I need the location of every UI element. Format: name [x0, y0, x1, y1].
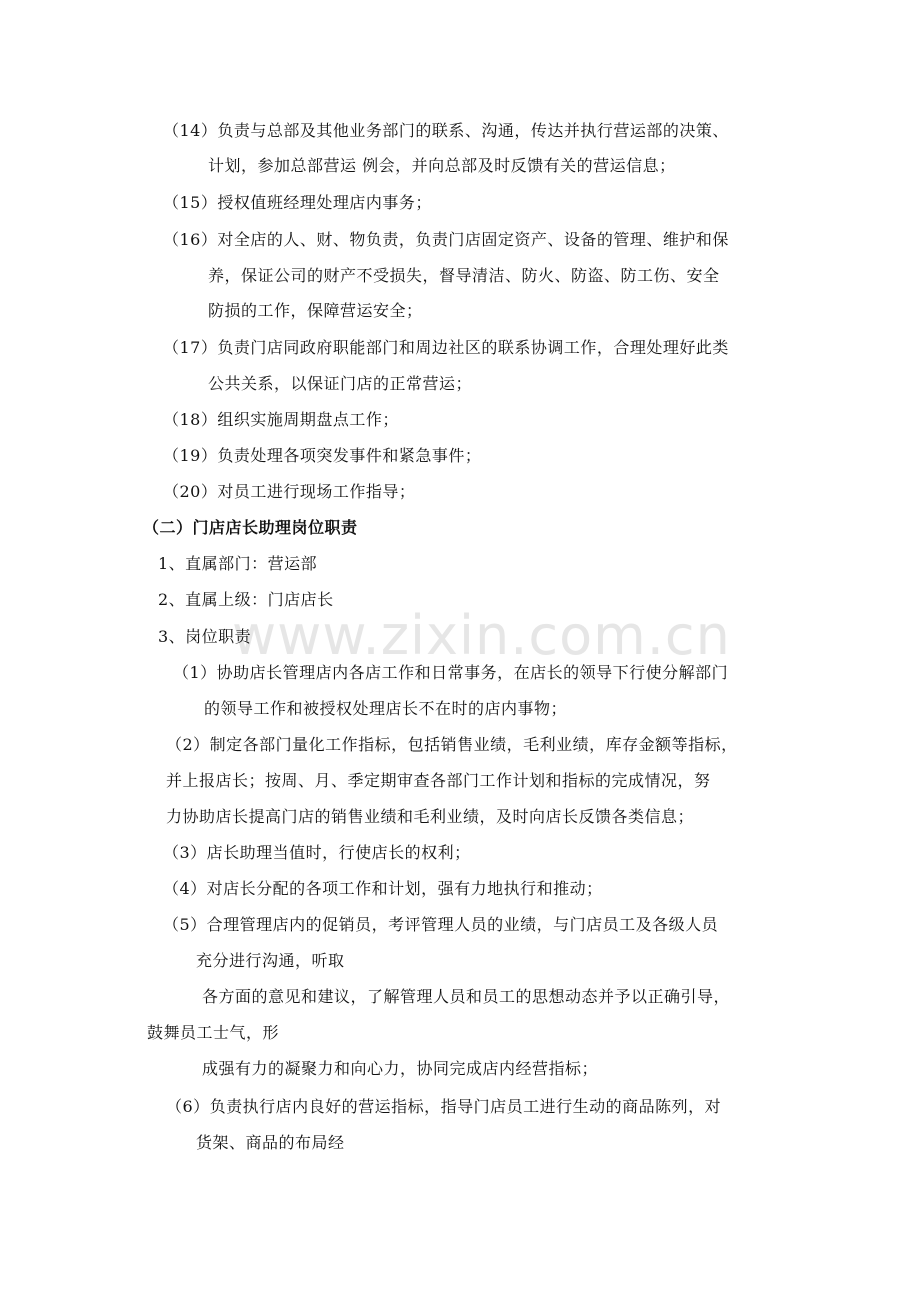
duty-2-line-1: （2）制定各部门量化工作指标，包括销售业绩，毛利业绩，库存金额等指标，	[166, 735, 738, 754]
duty-1-line-1: （1）协助店长管理店内各店工作和日常事务，在店长的领导下行使分解部门	[173, 663, 729, 682]
item-16-line-3: 防损的工作，保障营运安全；	[208, 301, 423, 320]
duty-6-line-1: （6）负责执行店内良好的营运指标，指导门店员工进行生动的商品陈列，对	[166, 1097, 722, 1116]
item-19: （19）负责处理各项突发事件和紧急事件；	[163, 446, 482, 465]
item-17-line-2: 公共关系，以保证门店的正常营运；	[208, 374, 473, 393]
duty-3: （3）店长助理当值时，行使店长的权利；	[163, 843, 471, 862]
item-16-line-1: （16）对全店的人、财、物负责，负责门店固定资产、设备的管理、维护和保	[163, 230, 729, 249]
sub-item-1: 1、直属部门：营运部	[158, 554, 318, 573]
duty-5-line-2: 充分进行沟通，听取	[196, 951, 345, 970]
duty-5-line-3: 各方面的意见和建议，了解管理人员和员工的思想动态并予以正确引导，	[202, 987, 731, 1006]
item-14-line-2: 计划，参加总部营运 例会，并向总部及时反馈有关的营运信息；	[208, 156, 676, 175]
item-18: （18）组织实施周期盘点工作；	[163, 410, 399, 429]
watermark: www.zixin.com.cn	[232, 604, 731, 667]
duty-5-line-1: （5）合理管理店内的促销员，考评管理人员的业绩，与门店员工及各级人员	[163, 915, 719, 934]
duty-6-line-2: 货架、商品的布局经	[196, 1133, 345, 1152]
sub-item-2: 2、直属上级：门店店长	[158, 590, 334, 609]
duty-2-line-2: 并上报店长；按周、月、季定期审查各部门工作计划和指标的完成情况，努	[166, 771, 711, 790]
item-14-line-1: （14）负责与总部及其他业务部门的联系、沟通，传达并执行营运部的决策、	[163, 121, 729, 140]
duty-5-line-4: 鼓舞员工士气，形	[147, 1023, 280, 1042]
item-20: （20）对员工进行现场工作指导；	[163, 482, 416, 501]
item-17-line-1: （17）负责门店同政府职能部门和周边社区的联系协调工作，合理处理好此类	[163, 338, 729, 357]
duty-4: （4）对店长分配的各项工作和计划，强有力地执行和推动；	[163, 879, 603, 898]
item-15: （15）授权值班经理处理店内事务；	[163, 193, 432, 212]
section-heading: （二）门店店长助理岗位职责	[143, 518, 358, 537]
duty-2-line-3: 力协助店长提高门店的销售业绩和毛利业绩，及时向店长反馈各类信息；	[166, 807, 695, 826]
item-16-line-2: 养，保证公司的财产不受损失，督导清洁、防火、防盗、防工伤、安全	[208, 266, 720, 285]
duty-5-line-5: 成强有力的凝聚力和向心力，协同完成店内经营指标；	[202, 1059, 599, 1078]
sub-item-3: 3、岗位职责	[158, 627, 252, 646]
duty-1-line-2: 的领导工作和被授权处理店长不在时的店内事物；	[204, 699, 568, 718]
